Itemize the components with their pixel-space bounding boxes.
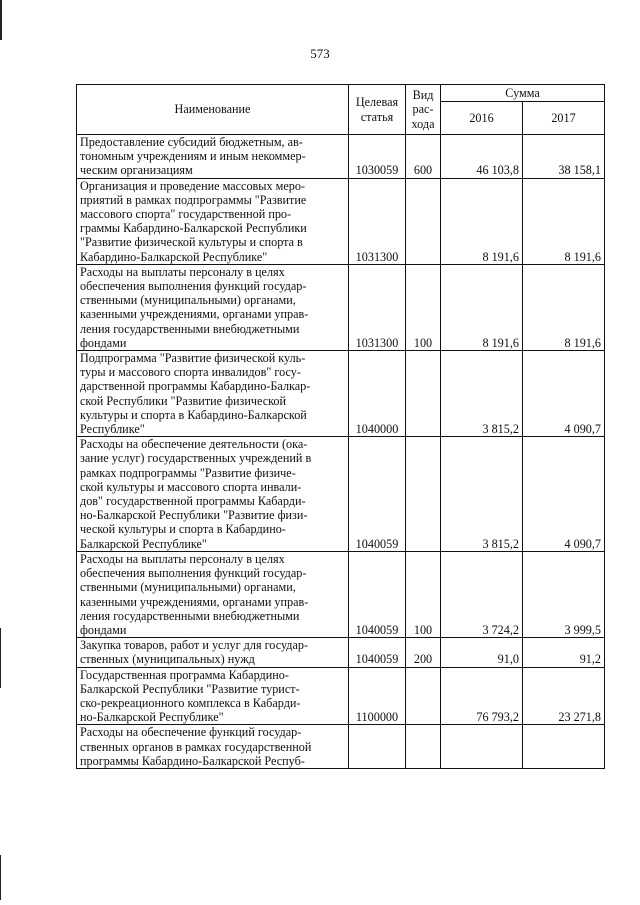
row-name-line: ческим организациям	[80, 163, 193, 178]
row-name-line: Организация и проведение массовых меро-	[80, 178, 305, 193]
row-name-line: Расходы на обеспечение деятельности (ока-	[80, 437, 308, 452]
row-amount-2016: 3 815,2	[441, 437, 523, 552]
row-name-line: Кабардино-Балкарской Республике"	[80, 249, 268, 264]
row-name-line: ственных органов в рамках государственной	[80, 739, 312, 754]
row-name-line: Балкарской Республики "Развитие турист-	[80, 681, 300, 696]
row-expense-kind	[406, 725, 441, 769]
row-name-line: Расходы на выплаты персоналу в целях	[80, 551, 285, 566]
row-name	[77, 551, 349, 637]
row-name	[77, 178, 349, 264]
row-name-line: Предоставление субсидий бюджетным, ав-	[80, 135, 303, 149]
row-amount-2016: 91,0	[441, 638, 523, 667]
row-name-line: Государственная программа Кабардино-	[80, 667, 289, 682]
scan-mark-bottom	[0, 855, 1, 900]
row-amount-2016: 8 191,6	[441, 264, 523, 350]
row-name-line: казенными учреждениями, органами управ-	[80, 594, 309, 609]
row-amount-2016: 46 103,8	[441, 135, 523, 179]
row-target-code	[349, 725, 406, 769]
scan-mark-top	[0, 0, 2, 40]
row-name-line: ственными (муниципальными) органами,	[80, 580, 296, 595]
row-name	[77, 725, 349, 769]
header-year-2016: 2016	[441, 102, 523, 135]
row-name-line: но-Балкарской Республики "Развитие физи-	[80, 508, 308, 523]
row-name	[77, 638, 349, 667]
row-name-line: казенными учреждениями, органами управ-	[80, 307, 309, 322]
row-amount-2017: 23 271,8	[523, 667, 605, 725]
row-amount-2017: 8 191,6	[523, 264, 605, 350]
header-kind-line1: Вид	[412, 88, 434, 103]
row-target-code: 1040059	[349, 551, 406, 637]
row-name-line: рамках подпрограммы "Развитие физиче-	[80, 465, 296, 480]
row-expense-kind: 200	[406, 638, 441, 667]
scan-mark-middle	[0, 628, 1, 688]
row-expense-kind	[406, 178, 441, 264]
row-amount-2017: 91,2	[523, 638, 605, 667]
row-amount-2016	[441, 725, 523, 769]
row-amount-2017: 8 191,6	[523, 178, 605, 264]
row-name-line: зание услуг) государственных учреждений в	[80, 451, 312, 466]
row-expense-kind	[406, 437, 441, 552]
row-target-code: 1031300	[349, 264, 406, 350]
row-name-line: дарственной программы Кабардино-Балкар-	[80, 379, 311, 394]
table-row	[77, 178, 605, 264]
row-name-line: "Развитие физической культуры и спорта в	[80, 235, 303, 250]
row-expense-kind: 600	[406, 135, 441, 179]
row-expense-kind: 100	[406, 551, 441, 637]
table-body	[77, 135, 605, 769]
table-row	[77, 725, 605, 769]
row-name-line: ской Республики "Развитие физической	[80, 393, 287, 408]
table-row	[77, 638, 605, 667]
row-name-line: Балкарской Республике"	[80, 536, 207, 551]
row-amount-2016: 76 793,2	[441, 667, 523, 725]
row-name-line: обеспечения выполнения функций государ-	[80, 279, 307, 294]
row-expense-kind: 100	[406, 264, 441, 350]
row-name-line: граммы Кабардино-Балкарской Республики	[80, 221, 307, 236]
page-number: 573	[310, 46, 330, 61]
table-row	[77, 437, 605, 552]
row-name-line: Подпрограмма "Развитие физической куль-	[80, 351, 306, 366]
row-amount-2017: 38 158,1	[523, 135, 605, 179]
row-expense-kind	[406, 351, 441, 437]
row-name-line: ления государственными внебюджетными	[80, 608, 300, 623]
table-row	[77, 264, 605, 350]
row-name-line: туры и массового спорта инвалидов" госу-	[80, 365, 301, 380]
row-amount-2016: 3 724,2	[441, 551, 523, 637]
row-amount-2017: 4 090,7	[523, 351, 605, 437]
row-target-code: 1100000	[349, 667, 406, 725]
row-name-line: ственных (муниципальных) нужд	[80, 652, 255, 667]
row-name-line: приятий в рамках подпрограммы "Развитие	[80, 192, 307, 207]
row-name	[77, 351, 349, 437]
row-name-line: массового спорта" государственной про-	[80, 207, 292, 222]
row-name-line: ско-рекреационного комплекса в Кабарди-	[80, 695, 301, 710]
header-target	[349, 85, 406, 135]
row-name-line: фондами	[80, 335, 127, 350]
row-target-code: 1040059	[349, 638, 406, 667]
header-kind-line3: хода	[411, 116, 435, 131]
row-name	[77, 135, 349, 179]
table-row	[77, 667, 605, 725]
row-target-code: 1030059	[349, 135, 406, 179]
row-name-line: культуры и спорта в Кабардино-Балкарской	[80, 407, 307, 422]
table-row	[77, 135, 605, 179]
row-name-line: Расходы на обеспечение функций государ-	[80, 725, 302, 740]
row-name-line: программы Кабардино-Балкарской Респуб-	[80, 753, 305, 768]
row-name	[77, 667, 349, 725]
row-amount-2016: 8 191,6	[441, 178, 523, 264]
row-name-line: ления государственными внебюджетными	[80, 321, 300, 336]
budget-table	[76, 84, 605, 769]
header-kind-line2: рас-	[412, 102, 434, 117]
row-name-line: Закупка товаров, работ и услуг для государ-	[80, 638, 309, 653]
header-target-line2: статья	[360, 109, 394, 124]
row-name	[77, 437, 349, 552]
header-kind	[406, 85, 441, 135]
table-row	[77, 351, 605, 437]
row-name-line: ческой культуры и спорта в Кабардино-	[80, 522, 286, 537]
row-name-line: дов" государственной программы Кабарди-	[80, 494, 306, 509]
row-amount-2017: 3 999,5	[523, 551, 605, 637]
row-name-line: Республике"	[80, 422, 145, 437]
row-name-line: ственными (муниципальными) органами,	[80, 293, 296, 308]
row-amount-2017	[523, 725, 605, 769]
header-name: Наименование	[77, 85, 349, 135]
row-amount-2017: 4 090,7	[523, 437, 605, 552]
row-target-code: 1040000	[349, 351, 406, 437]
row-target-code: 1031300	[349, 178, 406, 264]
row-name-line: но-Балкарской Республике"	[80, 710, 224, 725]
row-amount-2016: 3 815,2	[441, 351, 523, 437]
row-expense-kind	[406, 667, 441, 725]
header-sum: Сумма	[441, 85, 605, 102]
row-name-line: фондами	[80, 622, 127, 637]
row-name-line: тономным учреждениям и иным некоммер-	[80, 149, 306, 164]
header-year-2017: 2017	[523, 102, 605, 135]
row-name	[77, 264, 349, 350]
table-row	[77, 551, 605, 637]
row-name-line: обеспечения выполнения функций государ-	[80, 566, 307, 581]
row-name-line: Расходы на выплаты персоналу в целях	[80, 264, 285, 279]
row-name-line: ской культуры и массового спорта инвали-	[80, 479, 302, 494]
row-target-code: 1040059	[349, 437, 406, 552]
header-target-line1: Целевая	[355, 95, 399, 110]
